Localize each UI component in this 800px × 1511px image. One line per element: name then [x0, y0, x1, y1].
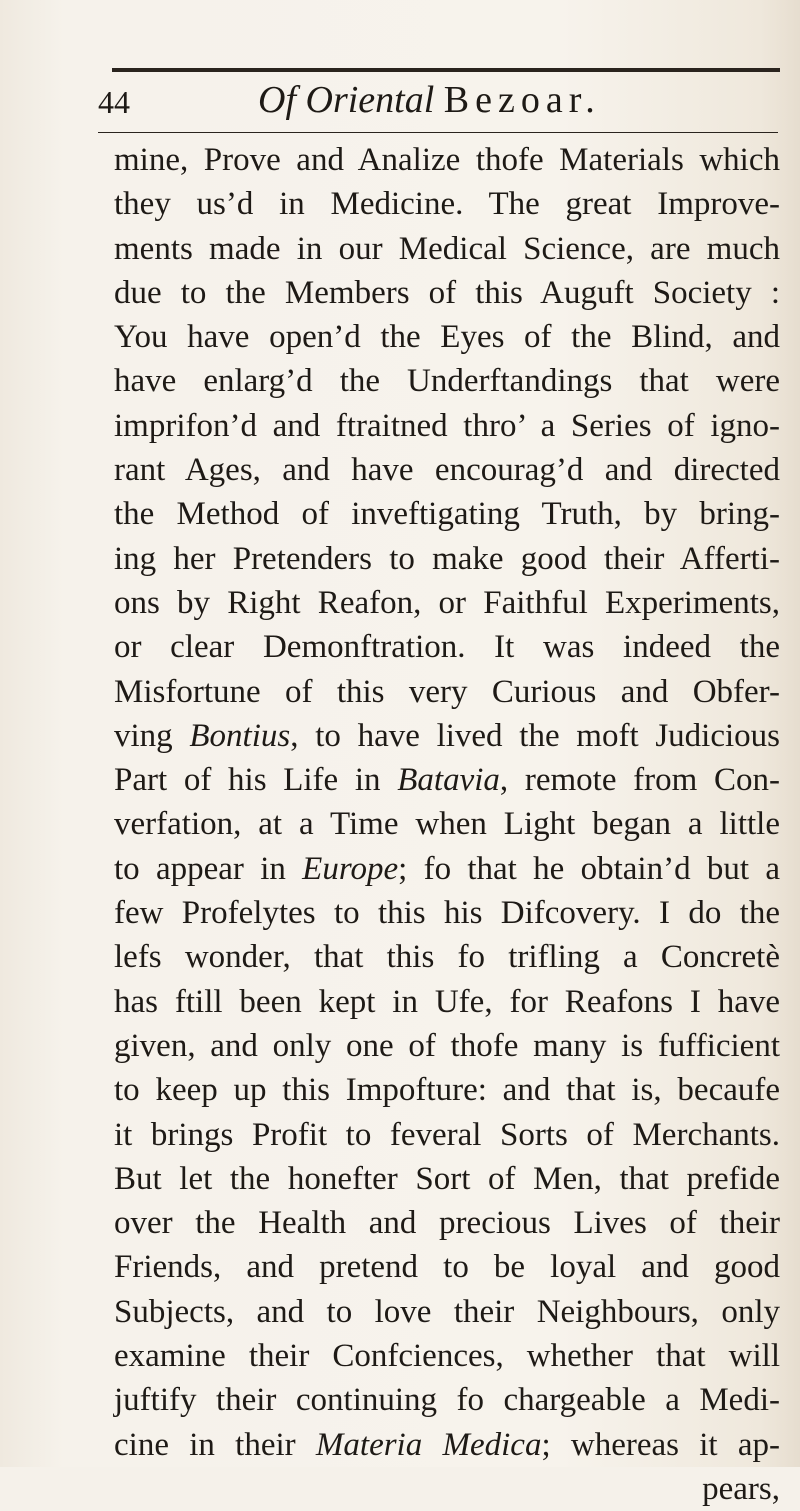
- title-italic: Of Oriental: [258, 79, 435, 121]
- text-line: [114, 1423, 780, 1467]
- text-segment: imprifon’d and ftraitned thro’ a Series of igno-: [114, 407, 780, 444]
- text-segment: Misfortune of this very Curious and Obfer-: [114, 673, 780, 710]
- text-segment: Friends, and pretend to be loyal and good: [114, 1249, 780, 1286]
- text-segment: ; fo that he obtain’d but a: [398, 850, 780, 887]
- text-line: [114, 670, 780, 714]
- text-line: [114, 625, 780, 669]
- running-head: [98, 76, 778, 132]
- text-segment: the Method of inveftigating Truth, by bring-: [114, 496, 780, 533]
- text-line: [114, 1068, 780, 1112]
- text-segment: cine in their: [114, 1426, 316, 1463]
- text-line: [114, 891, 780, 935]
- text-line: [114, 1024, 780, 1068]
- text-line: [114, 1334, 780, 1378]
- text-line: [114, 1378, 780, 1422]
- text-segment: Part of his Life in: [114, 762, 398, 799]
- text-line: [114, 138, 780, 182]
- text-segment: ing her Pretenders to make good their Afferti-: [114, 540, 780, 577]
- italic-term: Europe: [302, 850, 399, 887]
- text-segment: they us’d in Medicine. The great Improve-: [114, 186, 780, 223]
- text-line: [114, 1157, 780, 1201]
- text-segment: , remote from Con-: [499, 762, 780, 799]
- text-segment: Subjects, and to love their Neighbours, only: [114, 1293, 780, 1330]
- text-segment: has ftill been kept in Ufe, for Reafons I have: [114, 983, 780, 1020]
- text-line: [114, 227, 780, 271]
- text-line: [114, 1201, 780, 1245]
- text-segment: it brings Profit to feveral Sorts of Merchants.: [114, 1116, 780, 1153]
- title-caps: Bezoar.: [443, 79, 601, 121]
- text-segment: ving: [114, 717, 190, 754]
- text-segment: examine their Confciences, whether that will: [114, 1338, 780, 1375]
- text-line: [114, 537, 780, 581]
- body-text: [114, 138, 800, 1511]
- text-line: [114, 448, 780, 492]
- text-line: [114, 935, 780, 979]
- text-segment: mine, Prove and Analize thofe Materials which: [114, 142, 780, 178]
- italic-term: Batavia: [397, 762, 500, 799]
- text-segment: juftify their continuing fo chargeable a Medi-: [114, 1382, 780, 1419]
- text-segment: rant Ages, and have encourag’d and directed: [114, 452, 780, 489]
- text-segment: given, and only one of thofe many is fufficient: [114, 1027, 780, 1064]
- text-line: [114, 1290, 780, 1334]
- text-segment: ; whereas it ap-: [541, 1426, 780, 1463]
- page-number: 44: [98, 84, 130, 120]
- top-border-rule: [112, 68, 780, 72]
- text-line: [114, 1245, 780, 1289]
- text-segment: over the Health and precious Lives of their: [114, 1205, 780, 1242]
- text-line: [114, 315, 780, 359]
- text-segment: , to have lived the moft Judicious: [290, 717, 780, 754]
- italic-term: Bontius: [189, 717, 291, 754]
- text-segment: due to the Members of this Auguft Society :: [114, 274, 780, 311]
- text-segment: ons by Right Reafon, or Faithful Experiments,: [114, 584, 780, 621]
- page-title: [258, 78, 601, 122]
- text-segment: to appear in: [114, 850, 303, 887]
- text-line: [114, 980, 780, 1024]
- text-segment: or clear Demonftration. It was indeed the: [114, 629, 780, 666]
- text-line: [114, 758, 780, 802]
- text-line: [114, 581, 780, 625]
- text-line: [114, 802, 780, 846]
- text-segment: few Profelytes to this his Difcovery. I do the: [114, 895, 780, 932]
- text-segment: But let the honefter Sort of Men, that prefide: [114, 1160, 780, 1197]
- text-segment: lefs wonder, that this fo trifling a Concretè: [114, 939, 780, 976]
- text-segment: verfation, at a Time when Light began a little: [114, 806, 780, 843]
- text-line: [114, 182, 780, 226]
- text-segment: You have open’d the Eyes of the Blind, and: [114, 319, 780, 356]
- text-segment: to keep up this Impofture: and that is, becaufe: [114, 1072, 780, 1109]
- text-line: [114, 404, 780, 448]
- header-rule: [98, 132, 778, 133]
- italic-term: Materia Medica: [315, 1426, 542, 1463]
- text-line: [114, 271, 780, 315]
- text-segment: have enlarg’d the Underftandings that were: [114, 363, 780, 400]
- text-line: [114, 1113, 780, 1157]
- text-line: [114, 492, 780, 536]
- text-line: [114, 847, 780, 891]
- text-line: [114, 359, 780, 403]
- catchword: pears,: [702, 1470, 780, 1507]
- text-segment: ments made in our Medical Science, are much: [114, 230, 780, 267]
- text-line: [114, 714, 780, 758]
